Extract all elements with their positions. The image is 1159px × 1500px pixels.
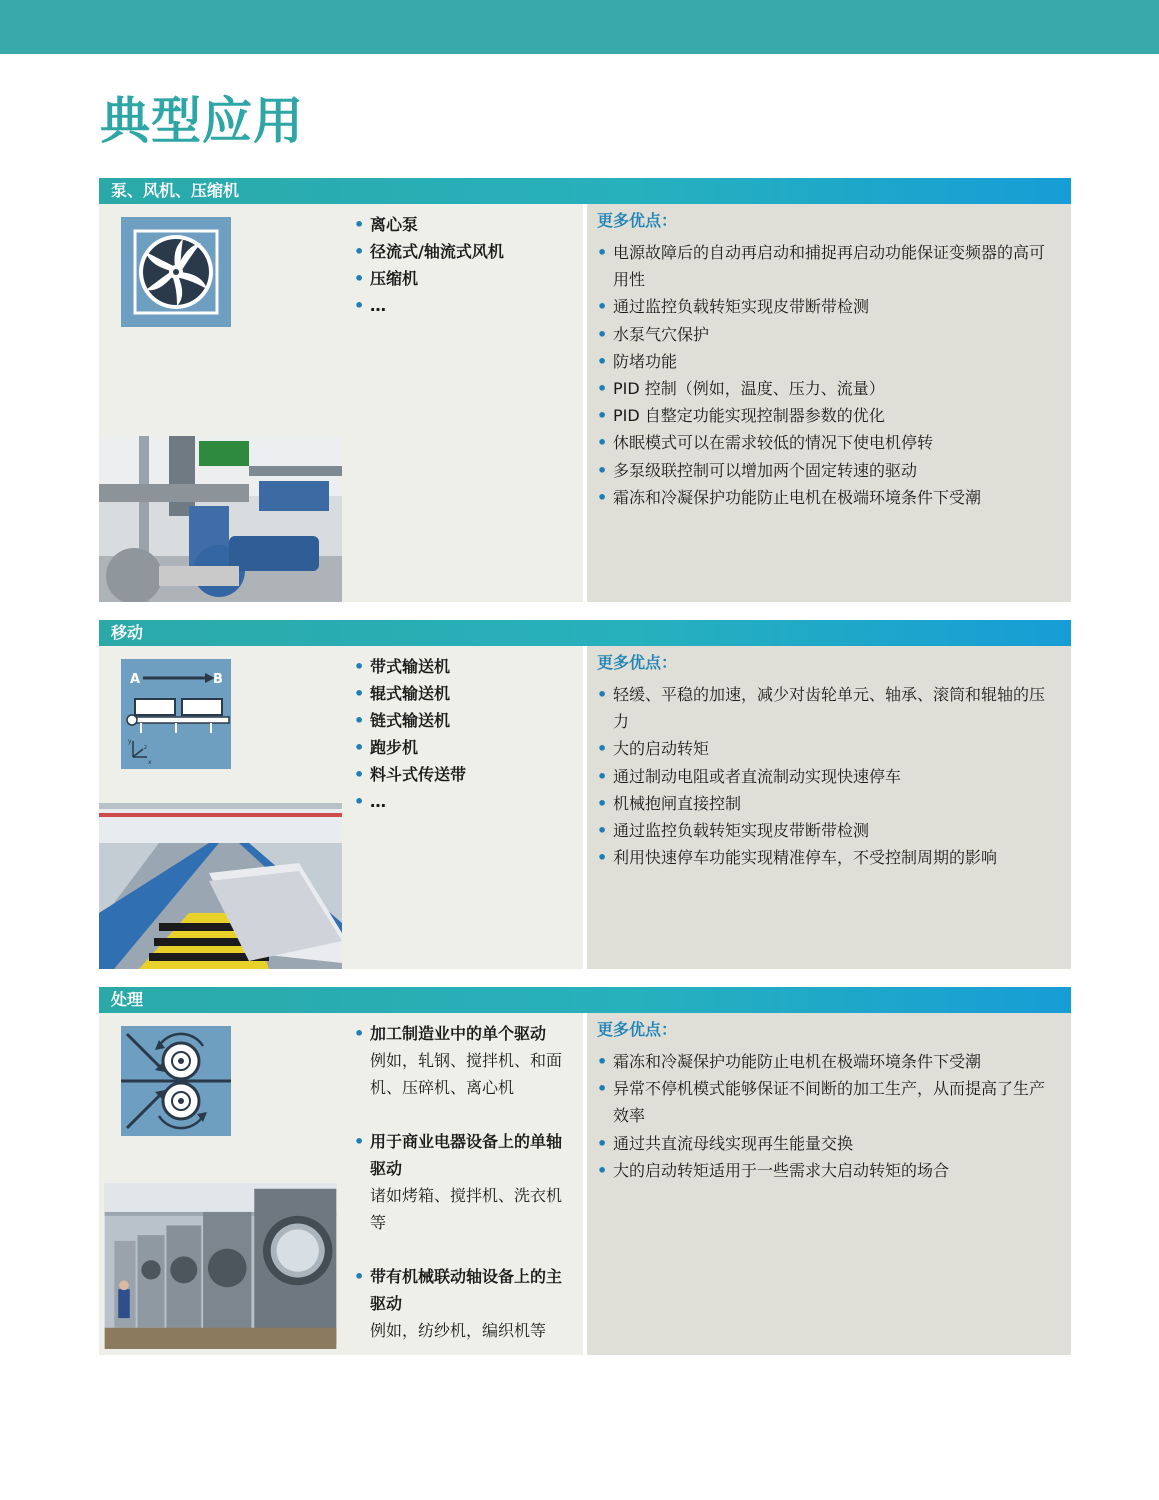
list-item: • 带式输送机 <box>353 653 575 680</box>
list-item: • 径流式/轴流式风机 <box>353 238 575 265</box>
application-description: 例如，纺纱机，编织机等 <box>370 1321 547 1340</box>
applications-column <box>99 646 583 969</box>
list-item <box>353 1263 575 1344</box>
list-item: • PID 自整定功能实现控制器参数的优化 <box>597 402 1057 429</box>
application-description: 诸如烤箱、搅拌机、洗衣机等 <box>370 1186 563 1232</box>
list-item: • 多泵级联控制可以增加两个固定转速的驱动 <box>597 457 1057 484</box>
list-item: • 通过监控负载转矩实现皮带断带检测 <box>597 817 1057 844</box>
list-item: • 异常不停机模式能够保证不间断的加工生产，从而提高了生产效率 <box>597 1075 1057 1129</box>
list-item: • 大的启动转矩适用于一些需求大启动转矩的场合 <box>597 1157 1057 1184</box>
roller-conveyor-photo <box>99 803 342 969</box>
section-motion <box>99 620 1071 969</box>
list-item: • 通过共直流母线实现再生能量交换 <box>597 1130 1057 1157</box>
list-item: • … <box>353 292 575 319</box>
axis-z-label: z <box>144 744 148 751</box>
application-label: 用于商业电器设备上的单轴驱动 <box>370 1132 563 1178</box>
advantages-list <box>597 1048 1057 1184</box>
advantages-title: 更多优点： <box>597 211 678 230</box>
application-label: 加工制造业中的单个驱动 <box>370 1024 547 1043</box>
list-item: • 机械抱闸直接控制 <box>597 790 1057 817</box>
list-item: • 辊式输送机 <box>353 680 575 707</box>
list-item: • 通过制动电阻或者直流制动实现快速停车 <box>597 763 1057 790</box>
advantages-title: 更多优点： <box>597 653 678 672</box>
list-item: • 轻缓、平稳的加速，减少对齿轮单元、轴承、滚筒和辊轴的压力 <box>597 681 1057 735</box>
advantages-column <box>587 204 1071 602</box>
advantages-list <box>597 681 1057 871</box>
section-header: 处理 <box>99 987 1071 1013</box>
washing-machines-photo <box>99 1183 339 1355</box>
conveyor-label-a: A <box>130 672 141 687</box>
axis-x-label: x <box>148 759 152 766</box>
list-item: • … <box>353 788 575 815</box>
advantages-column <box>587 1013 1071 1355</box>
list-item: • 料斗式传送带 <box>353 761 575 788</box>
list-item: • 压缩机 <box>353 265 575 292</box>
fan-icon <box>121 217 231 327</box>
advantages-title: 更多优点： <box>597 1020 678 1039</box>
advantages-list <box>597 239 1057 511</box>
rollers-icon <box>121 1026 231 1136</box>
list-item: • 链式输送机 <box>353 707 575 734</box>
conveyor-label-b: B <box>213 672 223 687</box>
section-pumps-fans <box>99 178 1071 602</box>
applications-column <box>99 1013 583 1355</box>
axis-y-label: y <box>128 738 132 745</box>
list-item: • 大的启动转矩 <box>597 735 1057 762</box>
list-item: • 跑步机 <box>353 734 575 761</box>
applications-list <box>353 653 575 815</box>
list-item: • 电源故障后的自动再启动和捕捉再启动功能保证变频器的高可用性 <box>597 239 1057 293</box>
section-processing <box>99 987 1071 1355</box>
advantages-column <box>587 646 1071 969</box>
list-item: • 霜冻和冷凝保护功能防止电机在极端环境条件下受潮 <box>597 1048 1057 1075</box>
application-description: 例如，轧钢、搅拌机、和面机、压碎机、离心机 <box>370 1051 563 1097</box>
applications-list <box>353 1020 575 1344</box>
list-item: • 霜冻和冷凝保护功能防止电机在极端环境条件下受潮 <box>597 484 1057 511</box>
list-item: • 离心泵 <box>353 211 575 238</box>
list-item: • 防堵功能 <box>597 348 1057 375</box>
list-item <box>353 1020 575 1101</box>
list-item: • 休眠模式可以在需求较低的情况下使电机停转 <box>597 429 1057 456</box>
section-header: 移动 <box>99 620 1071 646</box>
top-banner <box>0 0 1159 54</box>
applications-column <box>99 204 583 602</box>
page-title: 典型应用 <box>100 92 304 150</box>
applications-list <box>353 211 575 319</box>
section-header: 泵、风机、压缩机 <box>99 178 1071 204</box>
conveyor-icon <box>121 659 231 769</box>
list-item: • 水泵气穴保护 <box>597 321 1057 348</box>
list-item <box>353 1128 575 1236</box>
list-item: • PID 控制（例如，温度、压力、流量） <box>597 375 1057 402</box>
list-item: • 通过监控负载转矩实现皮带断带检测 <box>597 293 1057 320</box>
pump-installation-photo <box>99 436 342 602</box>
application-label: 带有机械联动轴设备上的主驱动 <box>370 1267 563 1313</box>
list-item: • 利用快速停车功能实现精准停车，不受控制周期的影响 <box>597 844 1057 871</box>
